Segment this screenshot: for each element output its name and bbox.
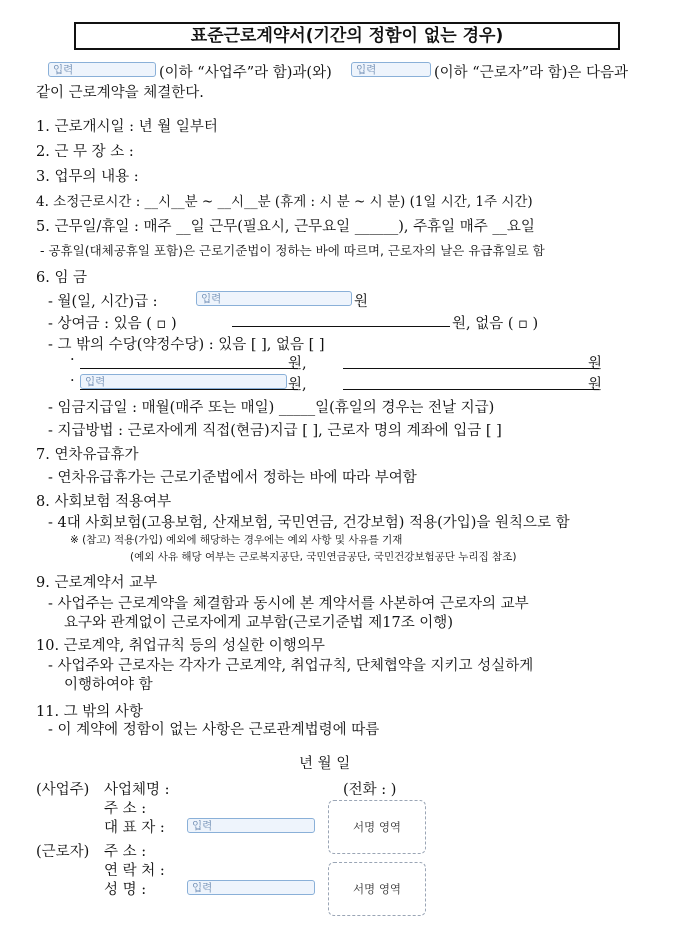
- allowance-dot-2: ·: [70, 373, 75, 389]
- bonus-end: 원, 없음 ( ▫ ): [452, 316, 539, 332]
- employer-phone-label: (전화 : ): [343, 782, 397, 798]
- duty-line-2: 이행하여야 함: [64, 677, 153, 693]
- worker-label: (근로자): [36, 844, 90, 860]
- bonus-line: [232, 326, 450, 327]
- employer-address-label: 주 소 :: [104, 801, 147, 817]
- item-insurance: 8. 사회보험 적용여부: [36, 494, 172, 510]
- allowance-unit-3: 원,: [288, 377, 307, 393]
- insurance-note: - 4대 사회보험(고용보험, 산재보험, 국민연금, 건강보험) 적용(가입)을 원칙으로 함: [48, 515, 570, 531]
- allowance-unit-1: 원,: [288, 356, 307, 372]
- item-annual-leave: 7. 연차유급휴가: [36, 447, 139, 463]
- allowance-line-4: [343, 389, 599, 390]
- pay-method: - 지급방법 : 근로자에게 직접(현금)지급 [ ], 근로자 명의 계좌에 입금 [ ]: [48, 423, 502, 439]
- worker-name-label: 성 명 :: [104, 882, 147, 898]
- business-name-label: 사업체명 :: [104, 782, 170, 798]
- item-other: 11. 그 밖의 사항: [36, 704, 143, 720]
- item-start-date: 1. 근로개시일 : 년 월 일부터: [36, 119, 218, 135]
- allowance-line-2: [343, 368, 599, 369]
- duty-line-1: - 사업주와 근로자는 각자가 근로계약, 취업규칙, 단체협약을 지키고 성실하게: [48, 658, 534, 674]
- item-hours: 4. 소정근로시간 : __시__분 ~ __시__분 (휴게 : 시 분 ~ 시 분) (1일 시간, 1주 시간): [36, 194, 533, 210]
- employer-name-input[interactable]: 입력: [48, 62, 156, 77]
- allowance-unit-4: 원: [588, 377, 603, 393]
- intro-text-3: 같이 근로계약을 체결한다.: [36, 85, 204, 101]
- worker-name-input[interactable]: 입력: [351, 62, 431, 77]
- allowance-input[interactable]: 입력: [80, 374, 287, 389]
- delivery-line-1: - 사업주는 근로계약을 체결함과 동시에 본 계약서를 사본하여 근로자의 교부: [48, 596, 529, 612]
- intro-text-2: (이하 “근로자”라 함)은 다음과: [434, 65, 629, 81]
- bonus-label: - 상여금 : 있음 ( ▫ ): [48, 316, 177, 332]
- worker-name-sign-input[interactable]: 입력: [187, 880, 315, 895]
- item-workplace: 2. 근 무 장 소 :: [36, 144, 134, 160]
- other-note: - 이 계약에 정함이 없는 사항은 근로관계법령에 따름: [48, 722, 380, 738]
- wage-label: - 월(일, 시간)급 :: [48, 294, 158, 310]
- worker-contact-label: 연 락 처 :: [104, 863, 165, 879]
- employer-signature-area[interactable]: 서명 영역: [328, 800, 426, 854]
- insurance-ref-1: ※ (참고) 적용(가입) 예외에 해당하는 경우에는 예외 사항 및 사유를 기재: [70, 534, 403, 546]
- payday: - 임금지급일 : 매월(매주 또는 매일) _____일(휴일의 경우는 전날 지급): [48, 400, 495, 416]
- allowance-dot-1: ·: [70, 352, 75, 368]
- contract-date: 년 월 일: [299, 756, 351, 772]
- item-duty: 10. 근로계약, 취업규칙 등의 성실한 이행의무: [36, 638, 325, 654]
- document-title: 표준근로계약서(기간의 정함이 없는 경우): [74, 22, 620, 50]
- item-wage: 6. 임 금: [36, 270, 88, 286]
- allowance-line-1: [80, 368, 298, 369]
- delivery-line-2: 요구와 관계없이 근로자에게 교부함(근로기준법 제17조 이행): [64, 615, 453, 631]
- representative-label: 대 표 자 :: [104, 820, 165, 836]
- intro-text-1: (이하 “사업주”라 함)과(와): [159, 65, 332, 81]
- item-workdays: 5. 근무일/휴일 : 매주 __일 근무(필요시, 근무요일 ______), 주휴일 매주 __요일: [36, 219, 535, 235]
- employer-label: (사업주): [36, 782, 90, 798]
- annual-leave-note: - 연차유급휴가는 근로기준법에서 정하는 바에 따라 부여함: [48, 470, 417, 486]
- allowance-label: - 그 밖의 수당(약정수당) : 있음 [ ], 없음 [ ]: [48, 337, 325, 353]
- allowance-unit-2: 원: [588, 356, 603, 372]
- allowance-line-3: [80, 389, 298, 390]
- worker-signature-area[interactable]: 서명 영역: [328, 862, 426, 916]
- representative-input[interactable]: 입력: [187, 818, 315, 833]
- wage-input[interactable]: 입력: [196, 291, 352, 306]
- item-delivery: 9. 근로계약서 교부: [36, 575, 158, 591]
- wage-unit: 원: [354, 294, 369, 310]
- insurance-ref-2: (예외 사유 해당 여부는 근로복지공단, 국민연금공단, 국민건강보험공단 누리집 참조): [130, 551, 517, 563]
- worker-address-label: 주 소 :: [104, 844, 147, 860]
- item-job: 3. 업무의 내용 :: [36, 169, 139, 185]
- item-holiday-note: - 공휴일(대체공휴일 포함)은 근로기준법이 정하는 바에 따르며, 근로자의 날은 유급휴일로 함: [40, 243, 545, 258]
